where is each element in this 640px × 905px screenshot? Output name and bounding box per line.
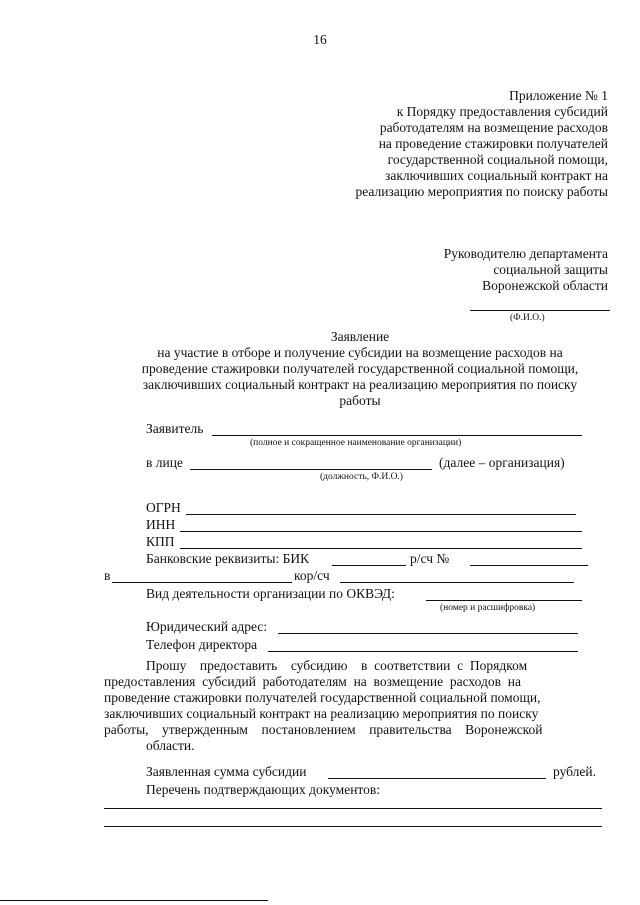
kpp-label: КПП: [146, 534, 175, 549]
applicant-label: Заявитель: [146, 421, 204, 436]
fio-caption: (Ф.И.О.): [510, 313, 545, 323]
addressee-line-3: Воронежской области: [482, 278, 608, 293]
appendix-line-7: реализацию мероприятия по поиску работы: [355, 184, 608, 199]
appendix-line-4: на проведение стажировки получателей: [378, 136, 608, 151]
request-line-3: проведение стажировки получателей государственной социальной помощи,: [104, 690, 541, 705]
applicant-caption: (полное и сокращенное наименование организации): [250, 438, 462, 448]
request-line-5: работы, утвержденным постановлением правительства Воронежской: [104, 722, 543, 737]
address-field[interactable]: [278, 633, 578, 634]
okved-caption: (номер и расшифровка): [440, 603, 536, 613]
fio-line[interactable]: [470, 310, 610, 311]
addressee-block: [308, 246, 608, 294]
person-label: в лице: [146, 455, 183, 470]
person-field[interactable]: [190, 469, 432, 470]
page-number: 16: [313, 32, 327, 47]
bank-in-label: в: [104, 568, 111, 583]
addressee-line-1: Руководителю департамента: [443, 246, 608, 261]
okved-field[interactable]: [426, 600, 582, 601]
phone-label: Телефон директора: [146, 637, 258, 652]
request-line-6: области.: [146, 738, 195, 753]
appendix-line-2: к Порядку предоставления субсидий: [396, 104, 608, 119]
ogrn-label: ОГРН: [146, 500, 181, 515]
request-paragraph: [104, 658, 610, 754]
subtitle-line-2: проведение стажировки получателей государственной социальной помощи,: [141, 361, 579, 376]
inn-field[interactable]: [180, 531, 582, 532]
documents-line-1[interactable]: [104, 808, 602, 809]
okved-label: Вид деятельности организации по ОКВЭД:: [146, 586, 395, 601]
statement-subtitle: [100, 345, 620, 409]
footnote-separator: [0, 900, 268, 901]
amount-field[interactable]: [328, 778, 546, 779]
kpp-field[interactable]: [180, 548, 582, 549]
request-line-1: Прошу предоставить субсидию в соответствии с Порядком: [146, 658, 528, 673]
request-line-2: предоставления субсидий работодателям на возмещение расходов на: [104, 674, 521, 689]
subtitle-line-3: заключивших социальный контракт на реализацию мероприятия по поиску: [142, 377, 578, 392]
inn-label: ИНН: [146, 517, 176, 532]
documents-label: Перечень подтверждающих документов:: [146, 782, 381, 797]
request-line-4: заключивших социальный контракт на реализацию мероприятия по поиску: [104, 706, 539, 721]
appendix-line-1: Приложение № 1: [509, 88, 608, 103]
subtitle-line-1: на участие в отборе и получение субсидии на возмещение расходов на: [157, 345, 563, 360]
applicant-field[interactable]: [212, 435, 582, 436]
account-label: р/сч №: [410, 551, 450, 566]
account-field[interactable]: [470, 565, 588, 566]
ogrn-field[interactable]: [186, 514, 576, 515]
statement-title: Заявление: [330, 329, 390, 344]
addressee-line-2: социальной защиты: [493, 262, 608, 277]
documents-line-2[interactable]: [104, 826, 602, 827]
phone-field[interactable]: [268, 651, 578, 652]
address-label: Юридический адрес:: [146, 619, 268, 634]
bank-name-field[interactable]: [112, 582, 292, 583]
appendix-line-5: государственной социальной помощи,: [387, 152, 608, 167]
appendix-line-3: работодателям на возмещение расходов: [379, 120, 608, 135]
corr-field[interactable]: [340, 582, 574, 583]
person-caption: (должность, Ф.И.О.): [320, 472, 403, 482]
corr-label: кор/сч: [294, 568, 330, 583]
amount-suffix: рублей.: [553, 764, 597, 779]
appendix-block: [288, 88, 608, 200]
person-suffix: (далее – организация): [439, 455, 565, 470]
bik-field[interactable]: [332, 565, 406, 566]
subtitle-line-4: работы: [339, 393, 381, 408]
appendix-line-6: заключивших социальный контракт на: [385, 168, 608, 183]
bank-label: Банковские реквизиты: БИК: [146, 551, 310, 566]
amount-label: Заявленная сумма субсидии: [146, 764, 307, 779]
